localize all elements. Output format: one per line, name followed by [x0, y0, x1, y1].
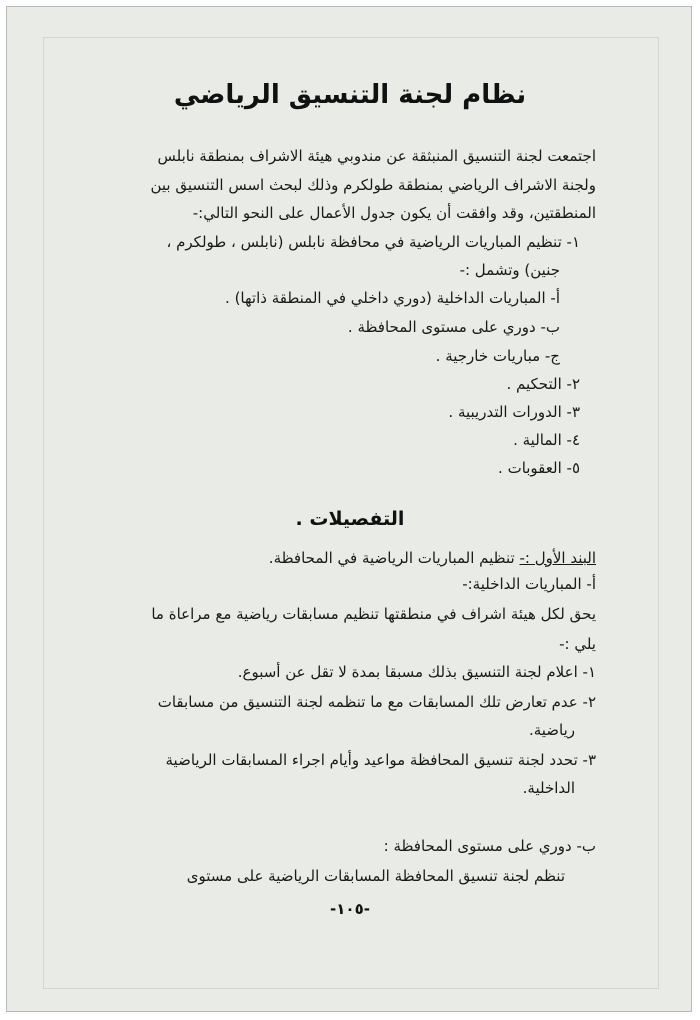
clause-1-text: تنظيم المباريات الرياضية في المحافظة.	[268, 549, 515, 567]
agenda-item-1-line-1: ١- تنظيم المباريات الرياضية في محافظة نابلس (نابلس ، طولكرم ،	[166, 233, 580, 251]
intro-line-2: ولجنة الاشراف الرياضي بمنطقة طولكرم وذلك لبحث اسس التنسيق بين	[150, 176, 596, 194]
intro-line-3: المنطقتين، وقد وافقت أن يكون جدول الأعمال على النحو التالي:-	[192, 204, 596, 222]
rule-1: ١- اعلام لجنة التنسيق بذلك مسبقا بمدة لا تقل عن أسبوع.	[237, 663, 596, 681]
rule-3-line-1: ٣- تحدد لجنة تنسيق المحافظة مواعيد وأيام اجراء المسابقات الرياضية	[165, 751, 596, 769]
clause-1-paragraph-line-2: يلي :-	[559, 635, 596, 653]
rule-2-line-2: رياضية.	[528, 721, 575, 739]
agenda-item-2: ٢- التحكيم .	[506, 375, 580, 393]
clause-1-label: البند الأول :-	[519, 549, 596, 567]
clause-1-line	[269, 548, 596, 568]
clause-1-last-line: تنظم لجنة تنسيق المحافظة المسابقات الرياضية على مستوى	[186, 867, 565, 885]
page-title: نظام لجنة التنسيق الرياضي	[173, 80, 527, 110]
agenda-sub-a: أ- المباريات الداخلية (دوري داخلي في المنطقة ذاتها) .	[225, 289, 560, 307]
agenda-item-1-line-2: جنين) وتشمل :-	[459, 261, 560, 279]
agenda-item-3: ٣- الدورات التدريبية .	[448, 403, 580, 421]
clause-1-sub-a: أ- المباريات الداخلية:-	[462, 575, 596, 593]
agenda-sub-c: ج- مباريات خارجية .	[435, 347, 560, 365]
clause-1-paragraph-line-1: يحق لكل هيئة اشراف في منطقتها تنظيم مسابقات رياضية مع مراعاة ما	[151, 605, 596, 623]
rule-2-line-1: ٢- عدم تعارض تلك المسابقات مع ما تنظمه لجنة التنسيق من مسابقات	[157, 693, 596, 711]
clause-1-sub-b: ب- دوري على مستوى المحافظة :	[383, 837, 596, 855]
agenda-item-5: ٥- العقوبات .	[498, 459, 580, 477]
page-number: -١٠٥-	[330, 900, 370, 918]
details-heading: التفصيلات .	[295, 508, 405, 530]
rule-3-line-2: الداخلية.	[522, 779, 575, 797]
agenda-item-4: ٤- المالية .	[513, 431, 580, 449]
agenda-sub-b: ب- دوري على مستوى المحافظة .	[347, 318, 560, 336]
intro-line-1: اجتمعت لجنة التنسيق المنبثقة عن مندوبي هيئة الاشراف بمنطقة نابلس	[157, 147, 596, 165]
